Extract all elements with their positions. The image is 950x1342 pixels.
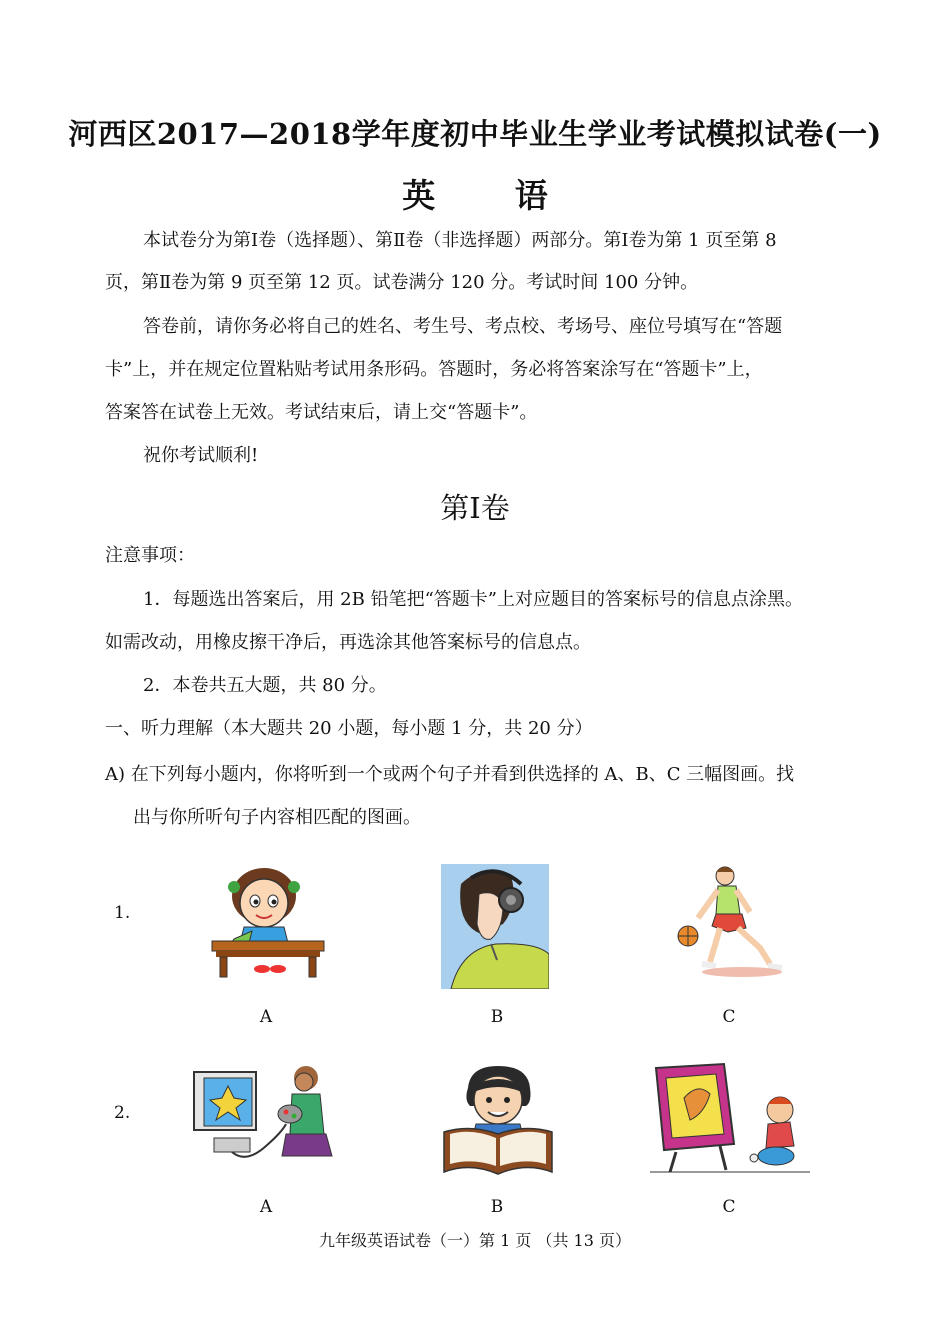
part-title: 一、听力理解（本大题共 20 小题，每小题 1 分，共 20 分） xyxy=(105,718,593,739)
option-label-a: A xyxy=(259,1007,273,1027)
subject-title: 英 语 xyxy=(402,176,582,215)
girl-playing-video-game-icon xyxy=(186,1060,338,1170)
intro-p1-line2: 页，第Ⅱ卷为第 9 页至第 12 页。试卷满分 120 分。考试时间 100 分钟。 xyxy=(105,272,699,293)
intro-p3: 祝你考试顺利! xyxy=(143,445,259,466)
notice1-line1: 1．每题选出答案后，用 2B 铅笔把“答题卡”上对应题目的答案标号的信息点涂黑。 xyxy=(143,589,803,610)
notice1-line2: 如需改动，用橡皮擦干净后，再选涂其他答案标号的信息点。 xyxy=(105,632,591,653)
notice2: 2．本卷共五大题，共 80 分。 xyxy=(143,675,387,696)
partA-line2: 出与你所听句子内容相匹配的图画。 xyxy=(133,807,421,828)
intro-p2-line1: 答卷前，请你务必将自己的姓名、考生号、考点校、考场号、座位号填写在“答题 xyxy=(143,316,783,337)
intro-p1-line1: 本试卷分为第Ⅰ卷（选择题）、第Ⅱ卷（非选择题）两部分。第Ⅰ卷为第 1 页至第 8 xyxy=(143,230,777,251)
option-label-c: C xyxy=(722,1197,736,1217)
option-label-a: A xyxy=(259,1197,273,1217)
boy-playing-basketball-icon xyxy=(670,862,788,982)
page-footer: 九年级英语试卷（一）第 1 页 （共 13 页） xyxy=(319,1231,631,1250)
option-label-b: B xyxy=(490,1197,504,1217)
intro-p2-line3: 答案答在试卷上无效。考试结束后，请上交“答题卡”。 xyxy=(105,402,538,423)
child-watching-tv-icon xyxy=(650,1060,810,1176)
girl-with-headphones-icon xyxy=(441,864,549,989)
question-number: 2. xyxy=(114,1103,131,1123)
partA-line1: A) 在下列每小题内，你将听到一个或两个句子并看到供选择的 A、B、C 三幅图画。找 xyxy=(105,764,795,785)
intro-p2-line2: 卡”上，并在规定位置粘贴考试用条形码。答题时，务必将答案涂写在“答题卡”上， xyxy=(105,359,763,380)
girl-cleaning-table-icon xyxy=(204,861,332,979)
boy-reading-book-icon xyxy=(440,1062,556,1180)
exam-title: 河西区2017—2018学年度初中毕业生学业考试模拟试卷(一) xyxy=(68,117,882,151)
question-number: 1. xyxy=(114,903,131,923)
option-label-c: C xyxy=(722,1007,736,1027)
notice-title: 注意事项： xyxy=(105,545,195,566)
section-heading: 第Ⅰ卷 xyxy=(440,491,510,525)
option-label-b: B xyxy=(490,1007,504,1027)
